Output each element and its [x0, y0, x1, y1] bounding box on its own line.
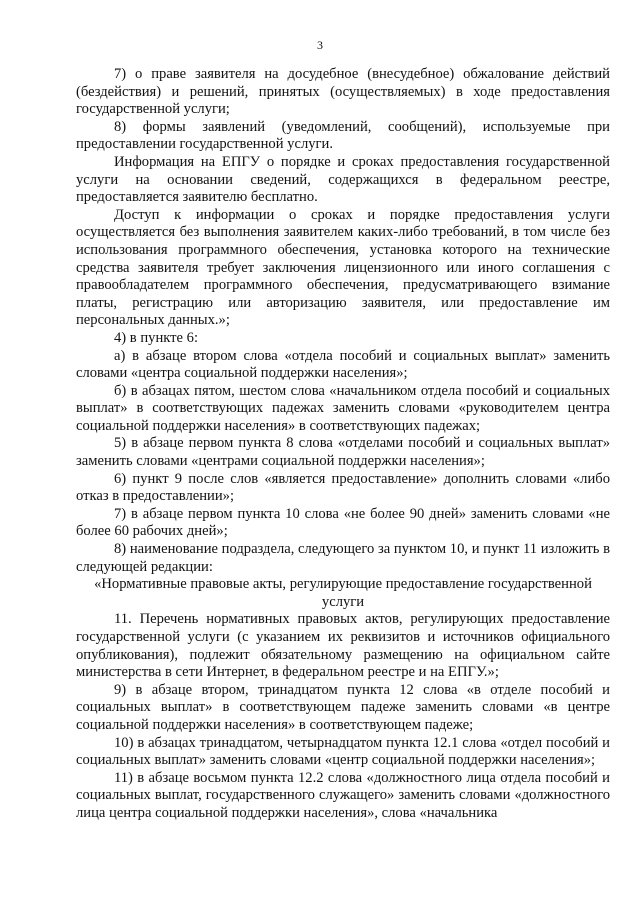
- paragraph-amendment-11: 11) в абзаце восьмом пункта 12.2 слова «должностного лица отдела пособий и социальных выплат, государственного служащего» заменить словами «должностного лица центра социальной поддержки населения», слова «начальника: [76, 769, 610, 821]
- section-title: «Нормативные правовые акты, регулирующие предоставление государственной услуги: [94, 576, 592, 610]
- document-body: [76, 66, 610, 823]
- paragraph-access-info: Доступ к информации о сроках и порядке предоставления услуги осуществляется без выполнения заявителем каких-либо требований, в том числе без использования программного обеспечения, установка которого на технические средства заявителя требует заключения лицензионного или иного соглашения с правообладателем программного обеспечения, предусматривающего взимание платы, регистрацию или авторизацию заявителя, или предоставление им персональных данных.»;: [76, 206, 610, 329]
- paragraph-amendment-9: 9) в абзаце втором, тринадцатом пункта 12 слова «в отделе пособий и социальных выплат» в соответствующем падеже заменить словами «в центре социальной поддержки населения» в соответствующем падеже;: [76, 681, 610, 733]
- paragraph-amendment-7: 7) в абзаце первом пункта 10 слова «не более 90 дней» заменить словами «не более 60 рабочих дней»;: [76, 505, 610, 540]
- paragraph-amendment-4: 4) в пункте 6:: [114, 329, 199, 346]
- page-number: 3: [317, 38, 323, 52]
- paragraph-amendment-6: 6) пункт 9 после слов «является предоставление» дополнить словами «либо отказ в предоставлении»;: [76, 470, 610, 505]
- paragraph-amendment-10: 10) в абзацах тринадцатом, четырнадцатом пункта 12.1 слова «отдел пособий и социальных выплат» заменить словами «центр социальной поддержки населения»;: [76, 734, 610, 769]
- paragraph-info-epgu: Информация на ЕПГУ о порядке и сроках предоставления государственной услуги на основании сведений, содержащихся в федеральном реестре, предоставляется заявителю бесплатно.: [76, 153, 610, 206]
- paragraph-amendment-4a: а) в абзаце втором слова «отдела пособий и социальных выплат» заменить словами «центра социальной поддержки населения»;: [76, 347, 610, 382]
- paragraph-amendment-4b: б) в абзацах пятом, шестом слова «начальником отдела пособий и социальных выплат» в соответствующих падежах заменить словами «руководителем центра социальной поддержки населения» в соответствующих падежах;: [76, 382, 610, 434]
- paragraph-item-8: 8) формы заявлений (уведомлений, сообщений), используемые при предоставлении государственной услуги.: [76, 118, 610, 153]
- paragraph-item-11: 11. Перечень нормативных правовых актов, регулирующих предоставление государственной услуги (с указанием их реквизитов и источников официального опубликования), подлежит обязательному размещению на официальном сайте министерства в сети Интернет, в федеральном реестре и на ЕПГУ.»;: [76, 611, 610, 681]
- paragraph-item-7: 7) о праве заявителя на досудебное (внесудебное) обжалование действий (бездействия) и решений, принятых (осуществляемых) в ходе предоставления государственной услуги;: [76, 66, 610, 118]
- paragraph-amendment-5: 5) в абзаце первом пункта 8 слова «отделами пособий и социальных выплат» заменить словами «центрами социальной поддержки населения»;: [76, 435, 610, 470]
- paragraph-amendment-8: 8) наименование подраздела, следующего за пунктом 10, и пункт 11 изложить в следующей редакции:: [76, 541, 610, 575]
